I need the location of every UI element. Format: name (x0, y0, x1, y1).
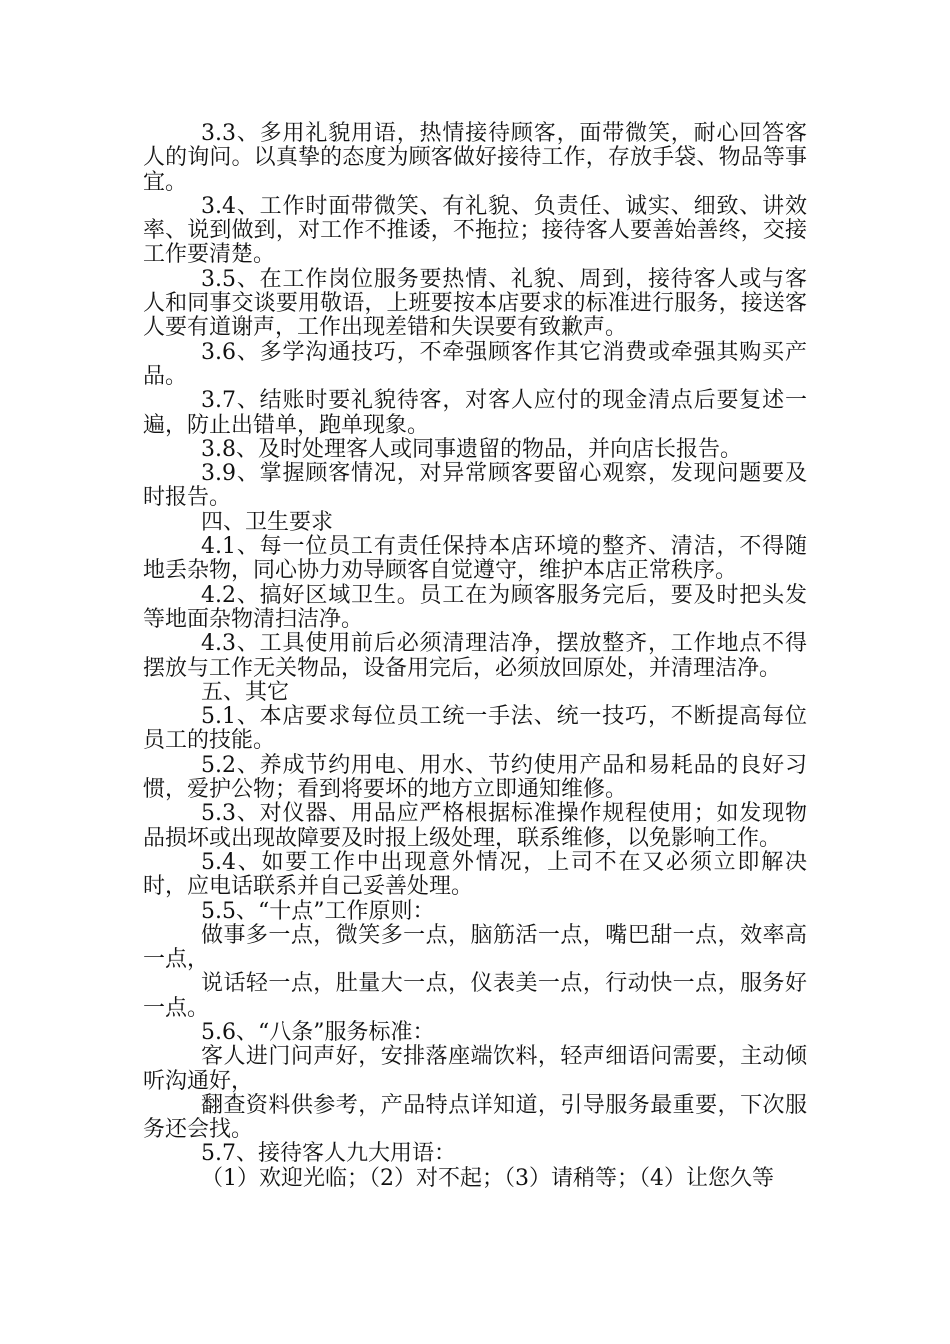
paragraph-5-3: 5.3、对仪器、用品应严格根据标准操作规程使用；如发现物品损坏或出现故障要及时报上级处理，联系维修，以免影响工作。 (143, 801, 807, 851)
paragraph-4-2: 4.2、搞好区域卫生。员工在为顾客服务完后，要及时把头发等地面杂物清扫洁净。 (143, 582, 807, 632)
paragraph-3-6: 3.6、多学沟通技巧，不牵强顾客作其它消费或牵强其购买产品。 (143, 339, 807, 389)
section-heading-other: 五、其它 (201, 679, 290, 705)
ten-points-line-2: 说话轻一点，肚量大一点，仪表美一点，行动快一点，服务好一点。 (143, 971, 807, 1021)
paragraph-5-7: 5.7、接待客人九大用语： (201, 1141, 456, 1167)
paragraph-5-4: 5.4、如要工作中出现意外情况，上司不在又必须立即解决时，应电话联系并自己妥善处理。 (143, 849, 807, 900)
eight-rules-line-2: 翻查资料供参考，产品特点详知道，引导服务最重要，下次服务还会找。 (143, 1092, 807, 1143)
paragraph-5-5: 5.5、“十点”工作原则： (201, 898, 435, 924)
paragraph-5-2: 5.2、养成节约用电、用水、节约使用产品和易耗品的良好习惯，爱护公物；看到将要坏的地方立即通知维修。 (143, 752, 807, 803)
section-heading-hygiene: 四、卫生要求 (201, 509, 334, 535)
paragraph-5-1: 5.1、本店要求每位员工统一手法、统一技巧，不断提高每位员工的技能。 (143, 704, 807, 754)
paragraph-5-6: 5.6、“八条”服务标准： (201, 1019, 435, 1045)
paragraph-3-7: 3.7、结账时要礼貌待客，对客人应付的现金清点后要复述一遍，防止出错单，跑单现象。 (143, 388, 807, 438)
document-body (143, 122, 807, 1191)
paragraph-3-9: 3.9、掌握顾客情况，对异常顾客要留心观察，发现问题要及时报告。 (143, 461, 807, 511)
paragraph-3-3: 3.3、多用礼貌用语，热情接待顾客，面带微笑，耐心回答客人的询问。以真挚的态度为顾客做好接待工作，存放手袋、物品等事宜。 (143, 121, 807, 195)
ten-points-line-1: 做事多一点，微笑多一点，脑筋活一点，嘴巴甜一点，效率高一点， (143, 922, 807, 973)
paragraph-4-1: 4.1、每一位员工有责任保持本店环境的整齐、清洁，不得随地丢杂物，同心协力劝导顾客自觉遵守，维护本店正常秩序。 (143, 534, 807, 584)
nine-phrases-line-1: （1）欢迎光临；（2）对不起；（3）请稍等；（4）让您久等 (201, 1165, 774, 1191)
paragraph-3-4: 3.4、工作时面带微笑、有礼貌、负责任、诚实、细致、讲效率、说到做到，对工作不推诿，不拖拉；接待客人要善始善终，交接工作要清楚。 (143, 193, 807, 268)
paragraph-4-3: 4.3、工具使用前后必须清理洁净，摆放整齐，工作地点不得摆放与工作无关物品，设备用完后，必须放回原处，并清理洁净。 (143, 631, 807, 681)
paragraph-3-5: 3.5、在工作岗位服务要热情、礼貌、周到，接待客人或与客人和同事交谈要用敬语，上班要按本店要求的标准进行服务，接送客人要有道谢声，工作出现差错和失误要有致歉声。 (143, 266, 807, 341)
paragraph-3-8: 3.8、及时处理客人或同事遗留的物品，并向店长报告。 (201, 436, 742, 462)
eight-rules-line-1: 客人进门问声好，安排落座端饮料，轻声细语问需要，主动倾听沟通好， (143, 1044, 807, 1094)
